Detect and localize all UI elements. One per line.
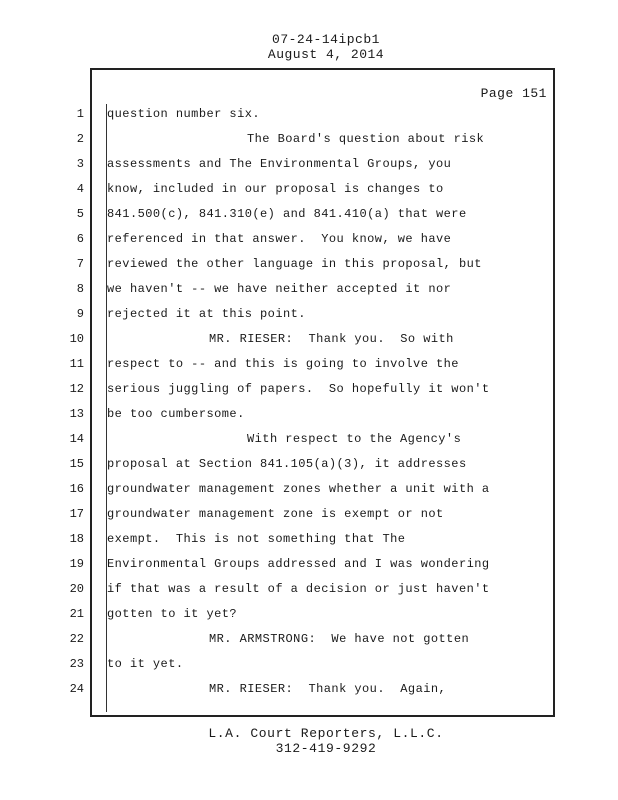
transcript-line: With respect to the Agency's	[247, 432, 462, 446]
transcript-line: we haven't -- we have neither accepted it nor	[107, 282, 452, 296]
line-number: 20	[69, 582, 84, 596]
transcript-line: rejected it at this point.	[107, 307, 306, 321]
transcript-line: serious juggling of papers. So hopefully it won't	[107, 382, 490, 396]
line-number: 10	[69, 332, 84, 346]
transcript-line: reviewed the other language in this proposal, but	[107, 257, 482, 271]
reporter-phone: 312-419-9292	[275, 741, 377, 756]
line-number: 9	[76, 307, 84, 321]
line-number: 7	[76, 257, 84, 271]
line-number: 4	[76, 182, 84, 196]
line-number: 12	[69, 382, 84, 396]
transcript-line: proposal at Section 841.105(a)(3), it addresses	[107, 457, 467, 471]
transcript-line: MR. RIESER: Thank you. Again,	[209, 682, 447, 696]
line-number: 11	[69, 357, 84, 371]
transcript-line: know, included in our proposal is changes to	[107, 182, 444, 196]
line-number: 14	[69, 432, 84, 446]
line-number: 1	[76, 107, 84, 121]
transcript-line: Environmental Groups addressed and I was wondering	[107, 557, 490, 571]
transcript-date: August 4, 2014	[267, 47, 385, 62]
page-number: Page 151	[480, 86, 547, 101]
transcript-body	[107, 105, 547, 705]
transcript-line: referenced in that answer. You know, we have	[107, 232, 452, 246]
line-number: 19	[69, 557, 84, 571]
line-number: 24	[69, 682, 84, 696]
line-number: 6	[76, 232, 84, 246]
transcript-line: groundwater management zones whether a unit with a	[107, 482, 490, 496]
transcript-line: groundwater management zone is exempt or not	[107, 507, 444, 521]
line-number: 21	[69, 607, 84, 621]
transcript-line: gotten to it yet?	[107, 607, 238, 621]
transcript-line: question number six.	[107, 107, 261, 121]
transcript-line: exempt. This is not something that The	[107, 532, 406, 546]
transcript-line: 841.500(c), 841.310(e) and 841.410(a) that were	[107, 207, 467, 221]
transcript-line: to it yet.	[107, 657, 184, 671]
line-number: 16	[69, 482, 84, 496]
line-number: 2	[76, 132, 84, 146]
line-number: 17	[69, 507, 84, 521]
transcript-line: respect to -- and this is going to involve the	[107, 357, 459, 371]
transcript-line: be too cumbersome.	[107, 407, 245, 421]
transcript-filename: 07-24-14ipcb1	[272, 32, 380, 47]
line-number: 22	[69, 632, 84, 646]
line-number: 23	[69, 657, 84, 671]
line-number: 18	[69, 532, 84, 546]
line-number-column	[60, 105, 84, 705]
line-number: 13	[69, 407, 84, 421]
transcript-line: MR. ARMSTRONG: We have not gotten	[209, 632, 470, 646]
page-header	[0, 32, 618, 62]
reporter-company: L.A. Court Reporters, L.L.C.	[208, 726, 444, 741]
line-number: 3	[76, 157, 84, 171]
transcript-line: if that was a result of a decision or just haven't	[107, 582, 490, 596]
transcript-line: The Board's question about risk	[247, 132, 485, 146]
transcript-line: MR. RIESER: Thank you. So with	[209, 332, 454, 346]
transcript-line: assessments and The Environmental Groups, you	[107, 157, 452, 171]
page-footer	[0, 726, 618, 756]
line-number: 15	[69, 457, 84, 471]
line-number: 5	[76, 207, 84, 221]
line-number: 8	[76, 282, 84, 296]
